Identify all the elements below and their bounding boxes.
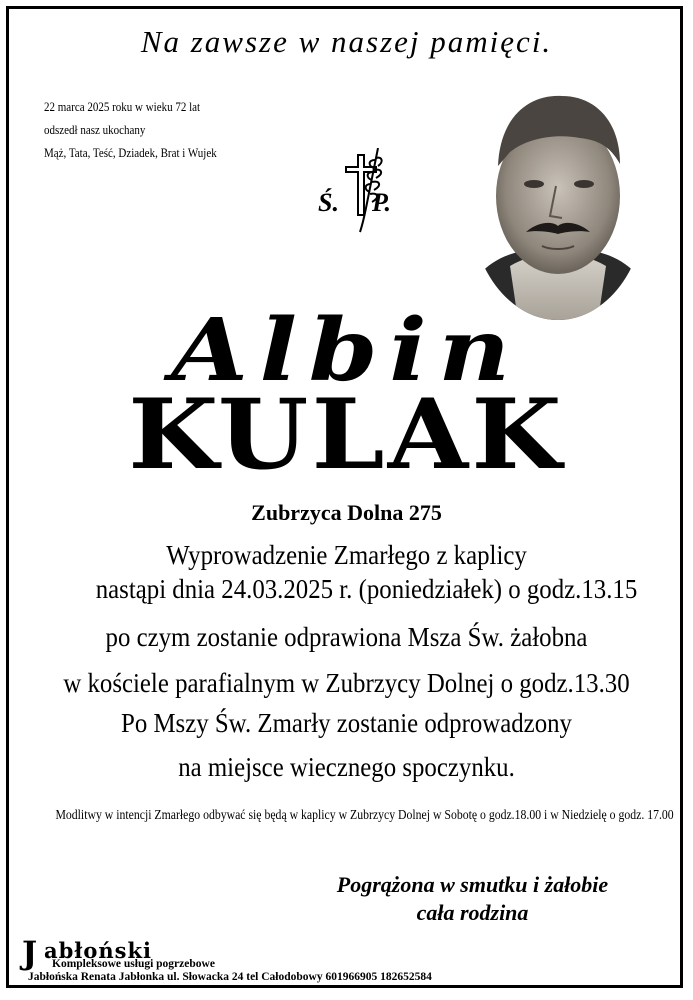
address: Zubrzyca Dolna 275 — [251, 500, 442, 525]
sp-symbol — [318, 148, 398, 238]
portrait-image — [470, 86, 646, 320]
header-text: Na zawsze w naszej pamięci. — [140, 24, 553, 59]
prayers-note: Modlitwy w intencji Zmarłego odbywać się będą w kaplicy w Zubrzycy Dolnej w Sobotę o godz.18.00 i w Niedzielę o godz. 17.00 — [55, 808, 674, 823]
death-info-line-2: odszedł nasz ukochany — [44, 123, 146, 137]
announcement-line-6: na miejsce wiecznego spoczynku. — [178, 752, 515, 782]
funeral-home-logo-initial: J — [22, 934, 38, 972]
s-letter: Ś. — [318, 188, 339, 217]
portrait-photo — [470, 86, 646, 320]
announcement-line-4: w kościele parafialnym w Zubrzycy Dolnej o godz.13.30 — [63, 668, 630, 698]
p-letter: P. — [372, 188, 392, 217]
announcement-line-5: Po Mszy Św. Zmarły zostanie odprowadzony — [121, 708, 572, 738]
first-name: Albin — [171, 300, 522, 401]
funeral-home-services: Kompleksowe usługi pogrzebowe — [52, 958, 215, 970]
family-line-2: cała rodzina — [416, 900, 529, 925]
death-info-line-3: Mąż, Tata, Teść, Dziadek, Brat i Wujek — [44, 146, 217, 160]
funeral-home-contact: Jabłońska Renata Jabłonka ul. Słowacka 24 tel Całodobowy 601966905 182652584 — [28, 971, 432, 983]
announcement-line-2: nastąpi dnia 24.03.2025 r. (poniedziałek) o godz.13.15 — [95, 574, 638, 604]
last-name: KULAK — [128, 378, 565, 491]
announcement-line-1: Wyprowadzenie Zmarłego z kaplicy — [166, 540, 527, 570]
funeral-home-logo-name: abłoński — [44, 938, 152, 963]
announcement-line-3: po czym zostanie odprawiona Msza Św. żałobna — [105, 622, 588, 652]
death-info — [44, 96, 217, 165]
death-info-line-1: 22 marca 2025 roku w wieku 72 lat — [44, 100, 201, 114]
family-line-1: Pogrążona w smutku i żałobie — [336, 872, 609, 897]
